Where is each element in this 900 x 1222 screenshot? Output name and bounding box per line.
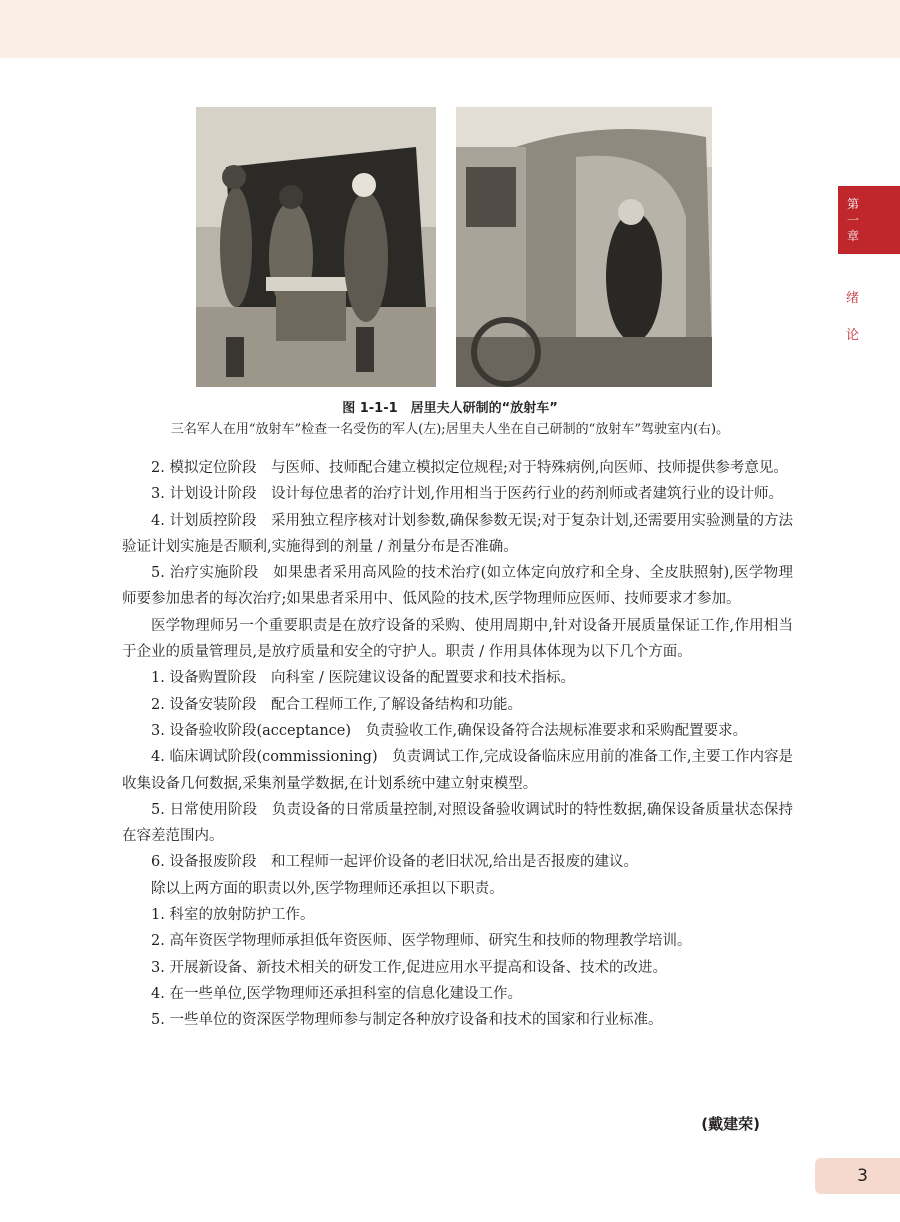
paragraph: 2. 高年资医学物理师承担低年资医师、医学物理师、研究生和技师的物理教学培训。 — [151, 933, 692, 950]
paragraph: 4. 临床调试阶段(commissioning) 负责调试工作,完成设备临床应用前的准备工作,主要工作内容是收集设备几何数据,采集剂量学数据,在计划系统中建立射束模型。 — [122, 749, 793, 792]
paragraph: 除以上两方面的职责以外,医学物理师还承担以下职责。 — [151, 880, 504, 897]
paragraph: 1. 设备购置阶段 向科室 / 医院建议设备的配置要求和技术指标。 — [151, 670, 576, 687]
photo-curie-in-car — [456, 107, 712, 387]
figure-title: 图 1-1-1 居里夫人研制的“放射车” — [342, 401, 558, 416]
paragraph: 2. 设备安装阶段 配合工程师工作,了解设备结构和功能。 — [151, 696, 523, 713]
paragraph: 3. 设备验收阶段(acceptance) 负责验收工作,确保设备符合法规标准要求和采购配置要求。 — [151, 722, 748, 739]
paragraph: 1. 科室的放射防护工作。 — [151, 907, 315, 924]
paragraph: 5. 治疗实施阶段 如果患者采用高风险的技术治疗(如立体定向放疗和全身、全皮肤照射),医学物理师要参加患者的每次治疗;如果患者采用中、低风险的技术,医学物理师应医师、技师要求才参加。 — [122, 565, 793, 608]
chapter-title: 绪论 — [846, 291, 860, 343]
body-text — [122, 455, 793, 1034]
paragraph: 2. 模拟定位阶段 与医师、技师配合建立模拟定位规程;对于特殊病例,向医师、技师提供参考意见。 — [151, 460, 788, 476]
paragraph: 4. 在一些单位,医学物理师还承担科室的信息化建设工作。 — [151, 985, 523, 1002]
paragraph: 医学物理师另一个重要职责是在放疗设备的采购、使用周期中,针对设备开展质量保证工作,作用相当于企业的质量管理员,是放疗质量和安全的守护人。职责 / 作用具体体现为以下几个方面。 — [122, 617, 793, 661]
paragraph: 3. 开展新设备、新技术相关的研发工作,促进应用水平提高和设备、技术的改进。 — [151, 959, 668, 976]
paragraph: 4. 计划质控阶段 采用独立程序核对计划参数,确保参数无误;对于复杂计划,还需要用实验测量的方法验证计划实施是否顺利,实施得到的剂量 / 剂量分布是否准确。 — [122, 512, 793, 555]
figure-caption: 三名军人在用“放射车”检查一名受伤的军人(左);居里夫人坐在自己研制的“放射车”驾驶室内(右)。 — [170, 422, 730, 437]
paragraph: 6. 设备报废阶段 和工程师一起评价设备的老旧状况,给出是否报废的建议。 — [151, 854, 639, 871]
chapter-tab — [838, 186, 900, 254]
author: (戴建荣) — [701, 1115, 760, 1133]
page-number-tab — [815, 1158, 900, 1194]
chapter-label: 第一章 — [847, 197, 860, 243]
top-band — [0, 0, 900, 58]
photo-soldiers-radiology-car — [196, 107, 436, 387]
paragraph: 5. 日常使用阶段 负责设备的日常质量控制,对照设备验收调试时的特性数据,确保设备质量状态保持在容差范围内。 — [122, 801, 793, 845]
paragraph: 5. 一些单位的资深医学物理师参与制定各种放疗设备和技术的国家和行业标准。 — [151, 1012, 663, 1029]
page-number: 3 — [857, 1166, 868, 1186]
paragraph: 3. 计划设计阶段 设计每位患者的治疗计划,作用相当于医药行业的药剂师或者建筑行业的设计师。 — [151, 486, 784, 503]
